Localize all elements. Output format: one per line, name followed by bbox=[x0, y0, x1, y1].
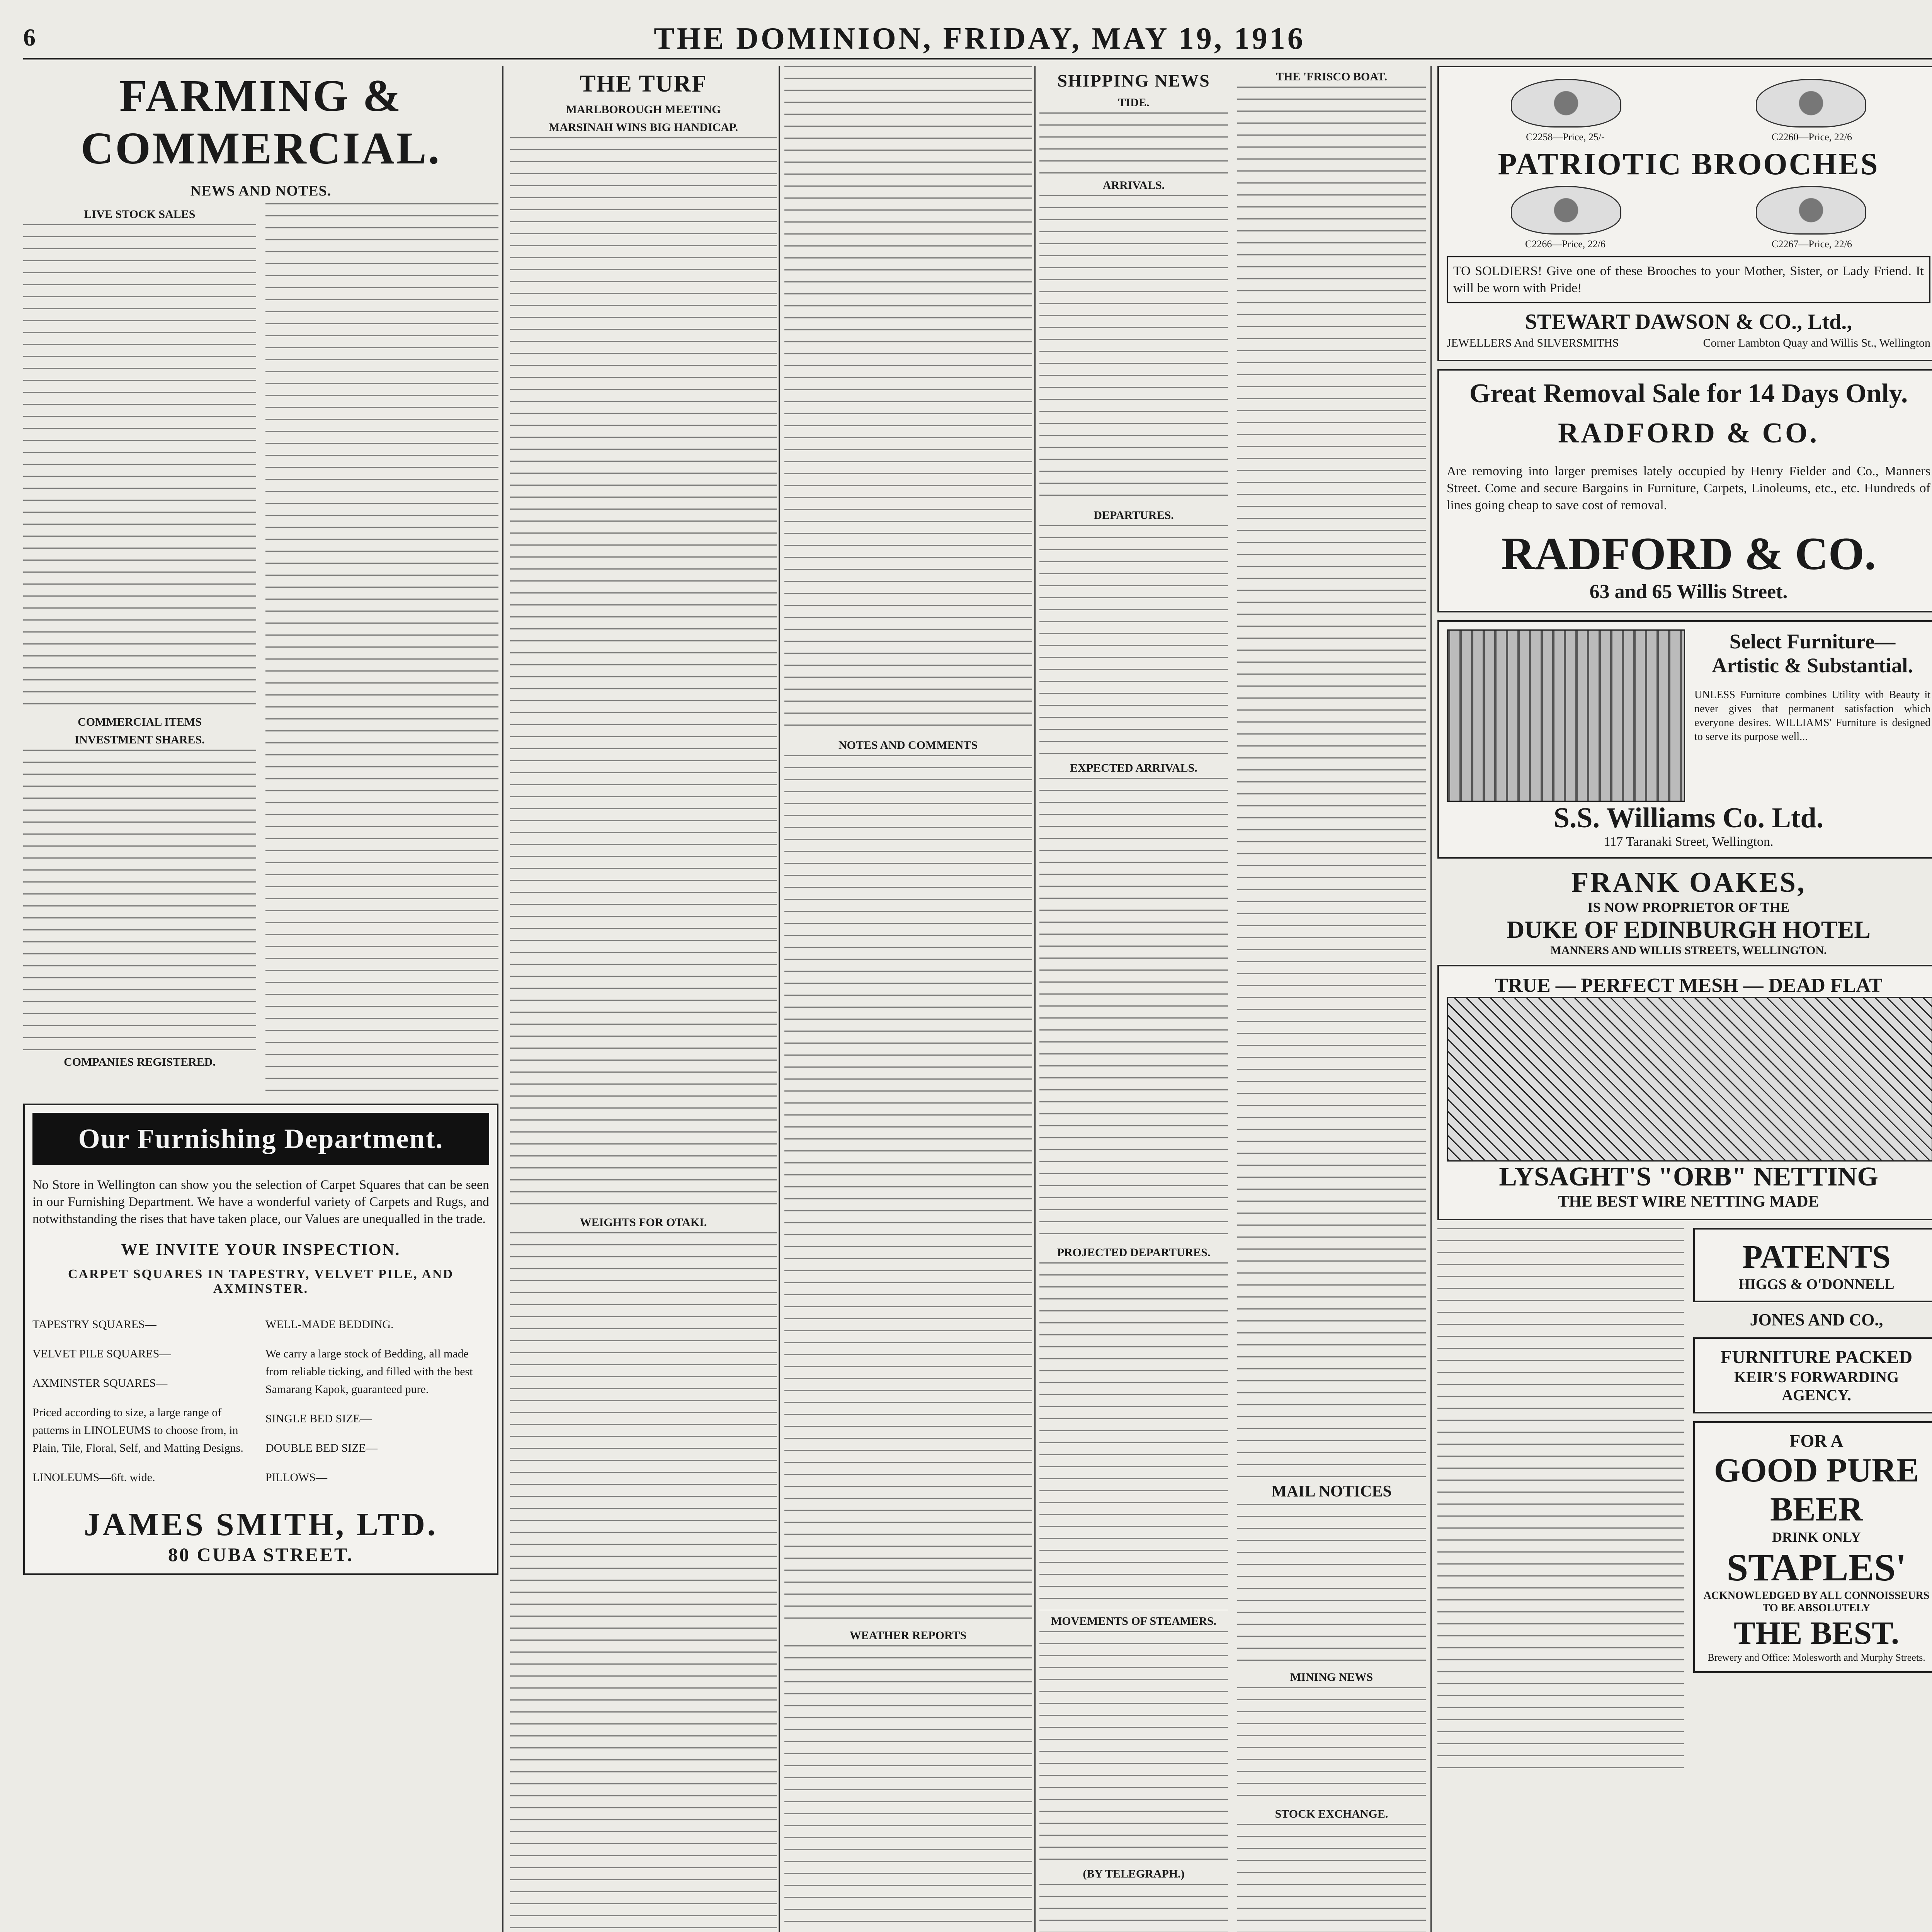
ad-two-column bbox=[1447, 334, 1930, 352]
advertisements-column bbox=[1437, 66, 1932, 1932]
shipping-column bbox=[1039, 66, 1426, 1932]
jones-advertisement bbox=[1693, 1310, 1932, 1330]
masthead bbox=[23, 15, 1932, 60]
article-text bbox=[784, 66, 1032, 734]
ad-line: WELL-MADE BEDDING. bbox=[265, 1318, 394, 1331]
ad-line: IS NOW PROPRIETOR OF THE bbox=[1587, 900, 1790, 915]
racing-notes-column bbox=[784, 66, 1032, 1932]
ad-line: SINGLE BED SIZE— bbox=[265, 1412, 372, 1425]
ad-two-column bbox=[32, 1304, 489, 1498]
heading: MAIL NOTICES bbox=[1271, 1483, 1392, 1500]
article-text bbox=[784, 755, 1032, 1624]
ad-headline: FRANK OAKES, bbox=[1571, 867, 1806, 898]
heading: WEATHER REPORTS bbox=[849, 1629, 967, 1642]
heading: MOVEMENTS OF STEAMERS. bbox=[1051, 1615, 1217, 1628]
article-text bbox=[1039, 525, 1228, 757]
heading: THE 'FRISCO BOAT. bbox=[1276, 70, 1388, 83]
ad-box-text: TO SOLDIERS! Give one of these Brooches to your Mother, Sister, or Lady Friend. It will be worn with Pride! bbox=[1447, 256, 1930, 303]
article-text bbox=[1039, 778, 1228, 1242]
heading: MARSINAH WINS BIG HANDICAP. bbox=[548, 121, 738, 134]
ad-line: We carry a large stock of Bedding, all made from reliable ticking, and filled with the best Samarang Kapok, guaranteed pure. bbox=[265, 1347, 473, 1396]
furniture-illustration bbox=[1447, 629, 1685, 802]
removal-sale-advertisement bbox=[1437, 369, 1932, 612]
article-text bbox=[510, 137, 777, 1211]
article-text bbox=[1039, 1631, 1228, 1863]
ad-company: S.S. Williams Co. Ltd. bbox=[1553, 802, 1824, 834]
ad-line: Corner Lambton Quay and Willis St., Wellington bbox=[1703, 337, 1930, 349]
ad-headline: Our Furnishing Department. bbox=[32, 1113, 489, 1165]
newspaper-title: THE DOMINION, FRIDAY, MAY 19, 1916 bbox=[654, 22, 1305, 56]
heading: MARLBOROUGH MEETING bbox=[566, 103, 721, 116]
furniture-packed-advertisement bbox=[1693, 1337, 1932, 1413]
page-number: 6 bbox=[23, 24, 36, 51]
ad-body: No Store in Wellington can show you the selection of Carpet Squares that can be seen in our Furnishing Department. We have a wonderful variety of Carpets and Rugs, and notwithstanding the rises that have taken place, our Values are unequalled in the trade. bbox=[32, 1178, 489, 1226]
ad-footer-address: 80 CUBA STREET. bbox=[168, 1544, 354, 1565]
netting-advertisement bbox=[1437, 965, 1932, 1220]
ad-address: Brewery and Office: Molesworth and Murphy Streets. bbox=[1708, 1652, 1925, 1663]
patents-advertisement bbox=[1693, 1228, 1932, 1302]
article-text bbox=[784, 1645, 1032, 1932]
brooch-image bbox=[1756, 186, 1866, 235]
ad-headline: Select Furniture— Artistic & Substantial. bbox=[1712, 630, 1913, 677]
netting-illustration bbox=[1447, 997, 1932, 1162]
section-title: FARMING & COMMERCIAL. bbox=[80, 70, 441, 173]
brooch-caption: C2258—Price, 25/- bbox=[1526, 131, 1605, 143]
ad-headline: PATRIOTIC BROOCHES bbox=[1498, 147, 1879, 181]
column-rule bbox=[779, 66, 780, 1932]
heading: PROJECTED DEPARTURES. bbox=[1057, 1246, 1211, 1259]
ad-body: Are removing into larger premises lately occupied by Henry Fielder and Co., Manners Street. Come and secure Bargains in Furniture, Carpets, Linoleums, etc., etc. Hundreds of lines going cheap to save cost of removal. bbox=[1447, 464, 1930, 512]
brooch-caption: C2260—Price, 22/6 bbox=[1772, 131, 1852, 143]
ad-line: THE BEST. bbox=[1734, 1615, 1899, 1651]
ad-line: AXMINSTER SQUARES— bbox=[32, 1377, 168, 1389]
beer-advertisement bbox=[1693, 1421, 1932, 1673]
column-rule bbox=[502, 66, 503, 1932]
article-text bbox=[1437, 1228, 1684, 1769]
heading: EXPECTED ARRIVALS. bbox=[1070, 762, 1197, 774]
ad-line: PILLOWS— bbox=[265, 1471, 327, 1484]
caption-row bbox=[1447, 131, 1930, 143]
ad-address: 117 Taranaki Street, Wellington. bbox=[1604, 835, 1774, 849]
brooch-caption: C2267—Price, 22/6 bbox=[1772, 238, 1852, 250]
heading: WEIGHTS FOR OTAKI. bbox=[580, 1216, 707, 1229]
brooch-advertisement bbox=[1437, 66, 1932, 361]
ad-two-column bbox=[1447, 629, 1930, 802]
ad-line: ACKNOWLEDGED BY ALL CONNOISSEURS TO BE ABSOLUTELY bbox=[1703, 1590, 1930, 1614]
heading: ARRIVALS. bbox=[1102, 179, 1165, 192]
heading: COMPANIES REGISTERED. bbox=[64, 1056, 216, 1068]
heading: MINING NEWS bbox=[1290, 1671, 1373, 1684]
text-columns bbox=[23, 203, 498, 1092]
article-text bbox=[1039, 1262, 1228, 1610]
ad-company: STEWART DAWSON & CO., Ltd., bbox=[1525, 310, 1852, 334]
ad-company: RADFORD & CO. bbox=[1501, 528, 1876, 579]
hotel-advertisement bbox=[1437, 866, 1932, 957]
ad-line: TAPESTRY SQUARES— bbox=[32, 1318, 156, 1331]
ad-address: 63 and 65 Willis Street. bbox=[1589, 581, 1788, 603]
brooch-row bbox=[1447, 79, 1930, 128]
brooch-caption: C2266—Price, 22/6 bbox=[1525, 238, 1605, 250]
article-text bbox=[510, 1232, 777, 1932]
article-text bbox=[1237, 1504, 1426, 1666]
ad-company: LYSAGHT'S "ORB" NETTING bbox=[1499, 1162, 1878, 1192]
article-text bbox=[1237, 1824, 1426, 1932]
article-text bbox=[1039, 1884, 1228, 1932]
tide-table bbox=[1039, 112, 1228, 174]
ad-line: Priced according to size, a large range of patterns in LINOLEUMS to choose from, in Plain, Tile, Floral, Self, and Matting Designs. bbox=[32, 1406, 243, 1454]
farming-commercial-column bbox=[23, 66, 498, 1932]
ad-line: DRINK ONLY bbox=[1772, 1529, 1861, 1545]
ad-body: UNLESS Furniture combines Utility with Beauty it never gives that permanent satisfaction which everyone desires. WILLIAMS' Furniture is designed to serve its purpose well... bbox=[1694, 689, 1930, 743]
turf-column bbox=[510, 66, 777, 1932]
ad-line: DOUBLE BED SIZE— bbox=[265, 1442, 378, 1454]
heading: NOTES AND COMMENTS bbox=[838, 739, 978, 752]
column-rule bbox=[1430, 66, 1432, 1932]
ad-line: JEWELLERS And SILVERSMITHS bbox=[1447, 337, 1619, 349]
heading: STOCK EXCHANGE. bbox=[1275, 1808, 1388, 1820]
ad-cta: WE INVITE YOUR INSPECTION. bbox=[121, 1241, 401, 1259]
brooch-image bbox=[1511, 79, 1621, 128]
heading: DEPARTURES. bbox=[1094, 509, 1174, 522]
ad-address: MANNERS AND WILLIS STREETS, WELLINGTON. bbox=[1550, 944, 1827, 957]
ad-company: HIGGS & O'DONNELL bbox=[1738, 1276, 1895, 1293]
furnishing-advertisement bbox=[23, 1104, 498, 1575]
furniture-advertisement bbox=[1437, 620, 1932, 859]
ad-line: FOR A bbox=[1789, 1431, 1844, 1451]
ad-company: DUKE OF EDINBURGH HOTEL bbox=[1507, 916, 1871, 943]
heading: TIDE. bbox=[1118, 96, 1150, 109]
section-title: THE TURF bbox=[579, 71, 707, 97]
subsection-title: NEWS AND NOTES. bbox=[190, 183, 332, 199]
ad-footer-name: JAMES SMITH, LTD. bbox=[84, 1507, 438, 1543]
ad-headline: FURNITURE PACKED bbox=[1720, 1347, 1913, 1367]
small-ads-row bbox=[1437, 1228, 1932, 1769]
ad-company: RADFORD & CO. bbox=[1558, 417, 1820, 449]
article-text bbox=[265, 203, 498, 1092]
brooch-image bbox=[1756, 79, 1866, 128]
article-text bbox=[23, 224, 256, 711]
heading: COMMERCIAL ITEMS bbox=[78, 716, 202, 728]
ad-line: LINOLEUMS—6ft. wide. bbox=[32, 1471, 155, 1484]
ad-line: VELVET PILE SQUARES— bbox=[32, 1347, 171, 1360]
ad-headline: GOOD PURE BEER bbox=[1714, 1452, 1919, 1528]
brooch-image bbox=[1511, 186, 1621, 235]
ad-headline: Great Removal Sale for 14 Days Only. bbox=[1469, 379, 1908, 408]
share-table bbox=[23, 750, 256, 1051]
column-rule bbox=[1034, 66, 1036, 1932]
ad-headline: PATENTS bbox=[1742, 1238, 1891, 1275]
ad-company: JONES AND CO., bbox=[1750, 1310, 1883, 1329]
article-text bbox=[1039, 195, 1228, 504]
article-text bbox=[1237, 1687, 1426, 1803]
ad-headline: TRUE — PERFECT MESH — DEAD FLAT bbox=[1495, 975, 1883, 997]
ad-company: KEIR'S FORWARDING AGENCY. bbox=[1734, 1368, 1899, 1404]
heading: LIVE STOCK SALES bbox=[84, 208, 196, 221]
text-columns bbox=[1039, 66, 1426, 1932]
ad-subheading: CARPET SQUARES IN TAPESTRY, VELVET PILE, AND AXMINSTER. bbox=[68, 1267, 454, 1296]
heading: (BY TELEGRAPH.) bbox=[1083, 1867, 1185, 1880]
article-text bbox=[1237, 87, 1426, 1478]
ad-company: STAPLES' bbox=[1726, 1546, 1906, 1589]
section-title: SHIPPING NEWS bbox=[1057, 71, 1210, 90]
heading: INVESTMENT SHARES. bbox=[75, 733, 205, 746]
caption-row bbox=[1447, 238, 1930, 250]
brooch-row bbox=[1447, 186, 1930, 235]
ad-line: THE BEST WIRE NETTING MADE bbox=[1558, 1193, 1819, 1211]
